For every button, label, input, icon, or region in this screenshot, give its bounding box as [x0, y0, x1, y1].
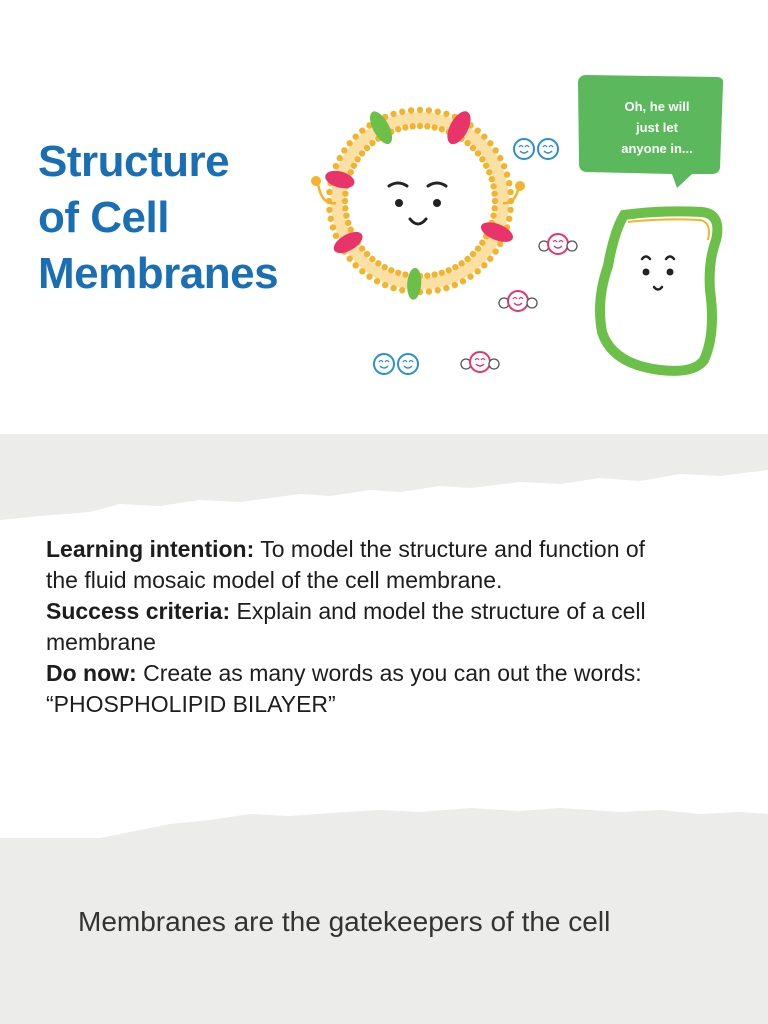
phospholipid-head — [492, 198, 498, 204]
molecule-icon — [461, 352, 499, 372]
phospholipid-head — [486, 169, 492, 175]
phospholipid-head — [464, 256, 470, 262]
phospholipid-head — [501, 163, 507, 169]
phospholipid-head — [490, 183, 496, 189]
phospholipid-head — [431, 124, 437, 130]
eye — [395, 199, 403, 207]
phospholipid-head — [439, 126, 445, 132]
phospholipid-head — [426, 288, 432, 294]
molecule-atom — [514, 139, 534, 159]
molecule-atom — [527, 298, 537, 308]
molecule-icon — [539, 234, 577, 254]
learning-intention-text: To model the structure and function of the fluid mosaic model of the cell membrane. — [46, 536, 646, 593]
title-line: Membranes — [38, 249, 279, 298]
phospholipid-head — [475, 245, 481, 251]
phospholipid-head — [446, 267, 452, 273]
phospholipid-head — [497, 155, 503, 161]
phospholipid-head — [458, 260, 464, 266]
phospholipid-head — [417, 107, 423, 113]
phospholipid-head — [475, 268, 481, 274]
phospholipid-head — [435, 109, 441, 115]
bacterium-character-icon — [600, 211, 717, 370]
phospholipid-head — [395, 270, 401, 276]
phospholipid-head — [408, 107, 414, 113]
phospholipid-head — [492, 147, 498, 153]
phospholipid-head — [424, 123, 430, 129]
phospholipid-head — [388, 267, 394, 273]
slide-title — [38, 134, 338, 302]
eye — [667, 269, 674, 276]
phospholipid-head — [424, 272, 430, 278]
speech-bubble-text — [590, 96, 724, 159]
molecule-atom — [398, 354, 418, 374]
phospholipid-head — [506, 216, 512, 222]
phospholipid-head — [369, 256, 375, 262]
molecule-icon — [514, 139, 558, 159]
phospholipid-head — [364, 145, 370, 151]
gatekeepers-statement: Membranes are the gatekeepers of the cell — [78, 906, 611, 937]
success-criteria-text: Explain and model the structure of a cell membrane — [46, 598, 646, 655]
phospholipid-head — [399, 109, 405, 115]
lesson-slide — [0, 434, 768, 874]
phospholipid-head — [507, 189, 513, 195]
bilayer-band — [337, 118, 503, 284]
phospholipid-head — [390, 111, 396, 117]
molecule-atom — [470, 352, 490, 372]
eye — [433, 199, 441, 207]
molecule-icon — [499, 291, 537, 311]
phospholipid-head — [352, 133, 358, 139]
cell-character-icon — [311, 107, 525, 300]
eye — [643, 269, 650, 276]
molecule-atom — [538, 139, 558, 159]
phospholipid-head — [483, 162, 489, 168]
phospholipid-head — [490, 212, 496, 218]
bacterium-body — [600, 211, 717, 370]
phospholipid-head — [342, 190, 348, 196]
phospholipid-head — [491, 205, 497, 211]
phospholipid-head — [366, 273, 372, 279]
phospholipid-head — [460, 278, 466, 284]
title-slide — [0, 0, 768, 434]
phospholipid-head — [431, 271, 437, 277]
molecule-atom — [374, 354, 394, 374]
molecule-atom — [548, 234, 568, 254]
phospholipid-head — [481, 133, 487, 139]
molecule-atom — [567, 241, 577, 251]
phospholipid-head — [341, 147, 347, 153]
bubble-line: Oh, he will — [624, 99, 690, 114]
phospholipid-head — [364, 251, 370, 257]
title-line: of Cell — [38, 193, 169, 242]
molecule-atom — [508, 291, 528, 311]
phospholipid-head — [382, 282, 388, 288]
bubble-line: just let — [636, 120, 678, 135]
molecule-atom — [489, 359, 499, 369]
do-now — [46, 658, 666, 720]
phospholipid-head — [487, 140, 493, 146]
phospholipid-head — [479, 156, 485, 162]
phospholipid-head — [346, 256, 352, 262]
phospholipid-head — [464, 140, 470, 146]
phospholipid-head — [359, 150, 365, 156]
phospholipid-head — [475, 127, 481, 133]
right-hand — [515, 181, 525, 191]
phospholipid-head — [381, 264, 387, 270]
phospholipid-head — [359, 127, 365, 133]
phospholipid-head — [348, 227, 354, 233]
phospholipid-head — [374, 278, 380, 284]
phospholipid-head — [426, 107, 432, 113]
phospholipid-head — [352, 262, 358, 268]
lesson-objectives — [46, 534, 666, 720]
phospholipid-head — [467, 273, 473, 279]
phospholipid-head — [452, 282, 458, 288]
phospholipid-head — [342, 205, 348, 211]
title-line: Structure — [38, 137, 230, 186]
phospholipid-head — [417, 123, 423, 129]
success-criteria-label: Success criteria: — [46, 598, 231, 624]
phospholipid-head — [409, 123, 415, 129]
learning-intention — [46, 534, 666, 596]
phospholipid-head — [439, 270, 445, 276]
phospholipid-head — [475, 150, 481, 156]
phospholipid-head — [470, 145, 476, 151]
molecule-icon — [374, 354, 418, 374]
phospholipid-head — [369, 140, 375, 146]
phospholipid-head — [492, 248, 498, 254]
phospholipid-head — [375, 260, 381, 266]
phospholipid-head — [443, 285, 449, 291]
phospholipid-head — [507, 207, 513, 213]
phospholipid-head — [504, 171, 510, 177]
phospholipid-head — [479, 239, 485, 245]
phospholipid-head — [470, 251, 476, 257]
phospholipid-head — [390, 285, 396, 291]
do-now-text: Create as many words as you can out the words: “PHOSPHOLIPID BILAYER” — [46, 660, 642, 717]
phospholipid-head — [346, 140, 352, 146]
phospholipid-head — [359, 245, 365, 251]
phospholipid-head — [342, 198, 348, 204]
phospholipid-head — [489, 176, 495, 182]
phospholipid-head — [402, 124, 408, 130]
bubble-line: anyone in... — [621, 141, 693, 156]
learning-intention-label: Learning intention: — [46, 536, 255, 562]
phospholipid-head — [354, 156, 360, 162]
phospholipid-head — [402, 271, 408, 277]
phospholipid-head — [491, 190, 497, 196]
do-now-label: Do now: — [46, 660, 137, 686]
phospholipid-head — [359, 268, 365, 274]
phospholipid-head — [487, 256, 493, 262]
phospholipid-head — [351, 162, 357, 168]
phospholipid-head — [345, 220, 351, 226]
phospholipid-head — [399, 287, 405, 293]
phospholipid-head — [452, 264, 458, 270]
success-criteria — [46, 596, 666, 658]
phospholipid-head — [435, 287, 441, 293]
phospholipid-head — [481, 262, 487, 268]
phospholipid-head — [343, 212, 349, 218]
gatekeepers-slide — [0, 838, 768, 1024]
phospholipid-head — [395, 126, 401, 132]
phospholipid-head — [443, 111, 449, 117]
phospholipid-head — [506, 180, 512, 186]
